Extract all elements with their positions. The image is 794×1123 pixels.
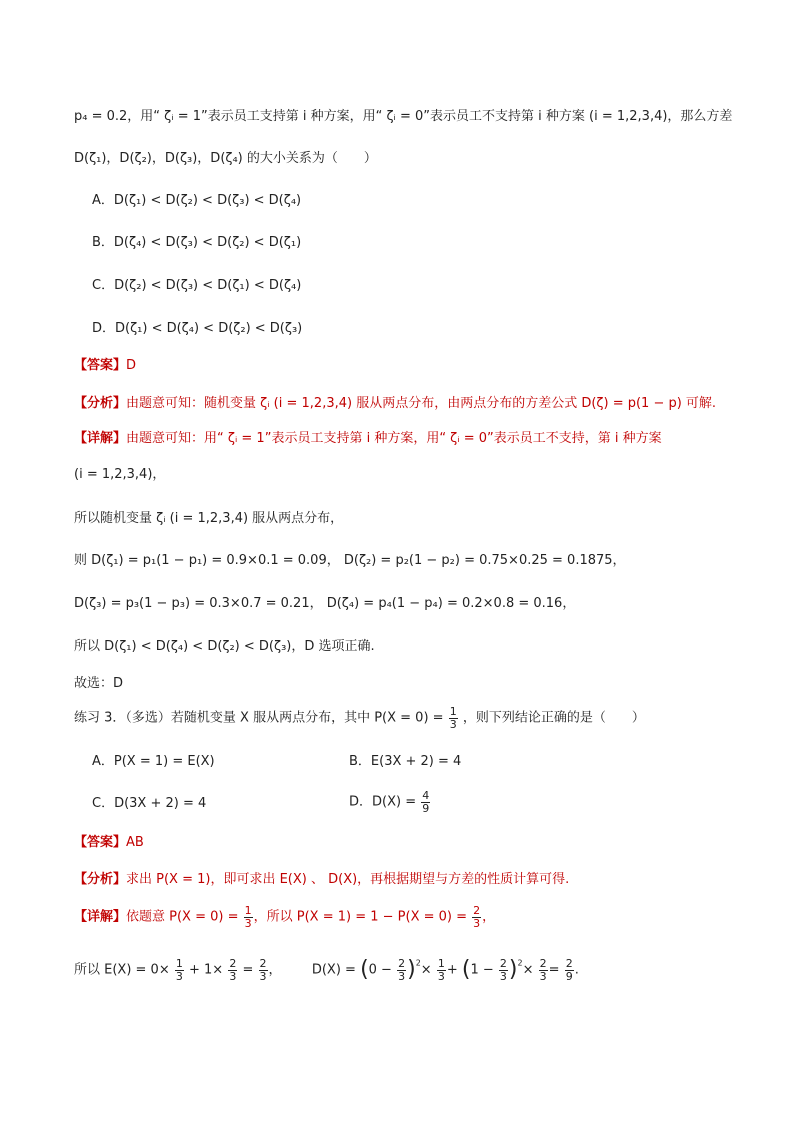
fraction [228,958,237,982]
fraction-numerator: 2 [539,957,547,970]
text: ， [268,962,282,978]
paren: ( [461,957,471,983]
ex3-option-c: C．D(3X + 2) = 4 [92,796,207,811]
ex3-option-b: B．E(3X + 2) = 4 [349,754,462,769]
fraction-denominator: 9 [565,969,573,983]
detail-2-line-2 [74,958,579,982]
fraction-numerator: 1 [449,705,457,718]
exercise-3-stem [74,706,645,730]
option-b: B．D(ζ₄) < D(ζ₃) < D(ζ₂) < D(ζ₁) [92,235,302,250]
fraction-numerator: 2 [398,957,406,970]
fraction [565,958,574,982]
question-line-2: D(ζ₁)，D(ζ₂)，D(ζ₃)，D(ζ₄) 的大小关系为（ ） [74,151,377,166]
fraction-denominator: 9 [422,801,430,815]
answer-tag: 【答案】 [74,358,127,373]
fraction [437,958,446,982]
paren: ) [407,957,416,983]
fraction-denominator: 3 [398,969,406,983]
detail-1-line-3: 所以随机变量 ζᵢ (i = 1,2,3,4) 服从两点分布， [74,511,344,526]
fraction-numerator: 4 [422,789,430,802]
ex3-option-d [349,790,431,814]
exponent: 2 [415,958,421,968]
ex3-option-a: A．P(X = 1) = E(X) [92,754,215,769]
detail-tag: 【详解】 [74,909,127,925]
detail-text: 由题意可知：用“ ζᵢ = 1”表示员工支持第 i 种方案，用“ ζᵢ = 0”表示员工不支持，第 i 种方案 [126,431,662,446]
answer-2 [74,836,144,849]
detail-text: ， [482,909,496,925]
fraction-denominator: 3 [229,969,237,983]
fraction [397,958,406,982]
detail-1-line-2: (i = 1,2,3,4)， [74,467,166,482]
fraction-numerator: 1 [437,957,445,970]
fraction-numerator: 1 [175,957,183,970]
fraction [449,706,458,730]
fraction-denominator: 3 [259,969,267,983]
fraction-denominator: 3 [473,916,481,930]
analysis-text: 由题意可知：随机变量 ζᵢ (i = 1,2,3,4) 服从两点分布，由两点分布的方差公式 D(ζ) = p(1 − p) 可解. [126,396,717,411]
text: 1 − [470,962,494,978]
fraction-numerator: 2 [499,957,507,970]
text: + 1× [189,962,224,978]
text: . [574,962,579,978]
detail-1-line-7: 故选：D [74,676,124,691]
detail-1-line-6: 所以 D(ζ₁) < D(ζ₄) < D(ζ₂) < D(ζ₃)，D 选项正确. [74,639,375,654]
fraction-denominator: 3 [449,717,457,731]
fraction-denominator: 3 [175,969,183,983]
answer-tag: 【答案】 [74,835,127,850]
option-c: C．D(ζ₂) < D(ζ₃) < D(ζ₁) < D(ζ₄) [92,278,302,293]
question-line-1: p₄ = 0.2，用“ ζᵢ = 1”表示员工支持第 i 种方案，用“ ζᵢ = 0”表示员工不支持第 i 种方案 (i = 1,2,3,4)，那么方差 [74,109,733,124]
fraction-denominator: 3 [539,969,547,983]
text: × [420,962,432,978]
text: D(X) = [311,962,356,978]
analysis-1 [74,397,716,410]
exercise-prefix: 练习 3．（多选）若随机变量 X 服从两点分布，其中 P(X = 0) = [74,710,444,726]
ex3-option-d-prefix: D．D(X) = [349,794,417,810]
fraction [175,958,184,982]
fraction [499,958,508,982]
analysis-tag: 【分析】 [74,396,127,411]
fraction [421,790,430,814]
detail-text: 依题意 P(X = 0) = [126,909,239,925]
option-d: D．D(ζ₁) < D(ζ₄) < D(ζ₂) < D(ζ₃) [92,321,303,336]
fraction [259,958,268,982]
answer-value: D [126,358,137,373]
analysis-2 [74,873,569,886]
detail-1-line-5: D(ζ₃) = p₃(1 − p₃) = 0.3×0.7 = 0.21， D(ζ₄) = p₄(1 − p₄) = 0.2×0.8 = 0.16， [74,596,576,611]
paren: ( [360,957,369,983]
paren: ) [508,957,518,983]
detail-1-line-4: 则 D(ζ₁) = p₁(1 − p₁) = 0.9×0.1 = 0.09， D(ζ₂) = p₂(1 − p₂) = 0.75×0.25 = 0.1875， [74,553,626,568]
exponent: 2 [517,958,523,968]
text: = [242,962,254,978]
exercise-suffix: ，则下列结论正确的是（ ） [462,710,645,726]
detail-1-line-1 [74,432,662,445]
fraction-numerator: 2 [565,957,573,970]
detail-tag: 【详解】 [74,431,127,446]
fraction [472,905,481,929]
fraction-denominator: 3 [499,969,507,983]
fraction-numerator: 2 [473,904,481,917]
detail-2-line-1 [74,905,495,929]
fraction-numerator: 1 [244,904,252,917]
answer-value: AB [126,835,144,850]
fraction-denominator: 3 [437,969,445,983]
text: = [548,962,560,978]
text: × [522,962,534,978]
analysis-tag: 【分析】 [74,872,127,887]
analysis-text: 求出 P(X = 1)，即可求出 E(X) 、 D(X)，再根据期望与方差的性质计算可得. [126,872,570,887]
answer-1 [74,359,136,372]
option-a: A．D(ζ₁) < D(ζ₂) < D(ζ₃) < D(ζ₄) [92,193,302,208]
fraction-numerator: 2 [229,957,237,970]
text: 所以 E(X) = 0× [74,962,170,978]
fraction-numerator: 2 [259,957,267,970]
detail-text: ，所以 P(X = 1) = 1 − P(X = 0) = [253,909,468,925]
fraction [539,958,548,982]
text: + [446,962,458,978]
text: 0 − [368,962,392,978]
fraction-denominator: 3 [244,916,252,930]
fraction [244,905,253,929]
